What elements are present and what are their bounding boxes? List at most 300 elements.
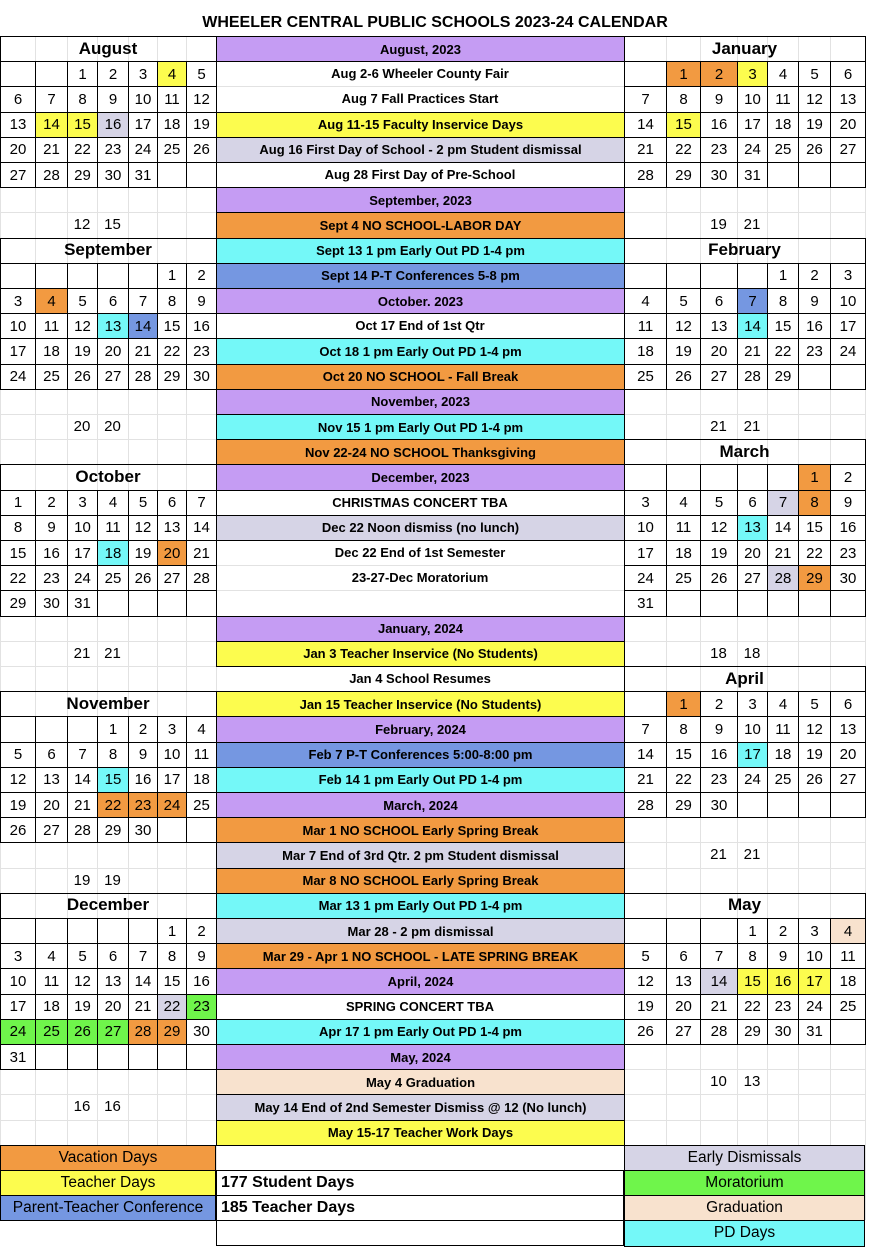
day-cell: 21 bbox=[700, 994, 738, 1020]
day-cell bbox=[737, 263, 768, 289]
day-cell bbox=[67, 1044, 98, 1070]
event-row: Aug 2-6 Wheeler County Fair bbox=[331, 66, 509, 82]
teacher-day-count: 18 bbox=[743, 644, 761, 662]
day-cell: 15 bbox=[767, 313, 799, 339]
day-cell bbox=[666, 590, 701, 616]
day-cell: 22 bbox=[0, 565, 36, 591]
day-cell: 13 bbox=[700, 313, 738, 339]
event-row: Feb 7 P-T Conferences 5:00-8:00 pm bbox=[216, 742, 625, 768]
day-cell: 17 bbox=[737, 742, 768, 768]
day-cell: 16 bbox=[798, 313, 831, 339]
day-cell: 18 bbox=[624, 338, 667, 364]
day-cell: 4 bbox=[830, 918, 866, 944]
month-header-may: May bbox=[727, 895, 762, 915]
student-day-count: 20 bbox=[73, 418, 91, 436]
day-cell: 13 bbox=[157, 515, 187, 541]
day-cell bbox=[97, 1044, 129, 1070]
month-header-august: August bbox=[78, 38, 138, 58]
day-cell bbox=[737, 590, 768, 616]
day-cell: 6 bbox=[830, 691, 866, 717]
day-cell: 6 bbox=[700, 288, 738, 314]
day-cell bbox=[798, 364, 831, 390]
day-cell bbox=[798, 162, 831, 188]
day-cell: 19 bbox=[700, 540, 738, 566]
day-cell: 21 bbox=[35, 137, 68, 163]
day-cell: 23 bbox=[700, 137, 738, 163]
student-day-count: 21 bbox=[710, 418, 727, 436]
day-cell bbox=[830, 162, 866, 188]
event-row: Aug 16 First Day of School - 2 pm Student dismissal bbox=[216, 137, 625, 163]
day-cell: 12 bbox=[67, 313, 98, 339]
day-cell: 24 bbox=[737, 767, 768, 793]
day-cell: 31 bbox=[0, 1044, 36, 1070]
day-cell bbox=[157, 1044, 187, 1070]
day-cell: 3 bbox=[157, 716, 187, 742]
day-cell: 7 bbox=[737, 288, 768, 314]
day-cell bbox=[830, 590, 866, 616]
day-cell: 1 bbox=[666, 691, 701, 717]
day-cell: 1 bbox=[157, 263, 187, 289]
student-day-count: 21 bbox=[73, 644, 91, 662]
day-cell: 27 bbox=[830, 767, 866, 793]
day-cell: 24 bbox=[624, 565, 667, 591]
day-cell bbox=[624, 691, 667, 717]
event-row: SPRING CONCERT TBA bbox=[345, 998, 495, 1014]
day-cell: 6 bbox=[157, 490, 187, 516]
day-cell: 14 bbox=[35, 112, 68, 138]
day-cell: 24 bbox=[0, 364, 36, 390]
day-cell: 15 bbox=[666, 112, 701, 138]
event-row: Sept 4 NO SCHOOL-LABOR DAY bbox=[216, 212, 625, 238]
day-cell: 21 bbox=[67, 792, 98, 818]
day-cell: 9 bbox=[700, 86, 738, 112]
day-cell: 25 bbox=[186, 792, 217, 818]
day-cell: 17 bbox=[157, 767, 187, 793]
day-cell: 28 bbox=[767, 565, 799, 591]
day-cell: 16 bbox=[830, 515, 866, 541]
day-cell bbox=[97, 918, 129, 944]
teacher-day-count: 21 bbox=[743, 418, 761, 436]
day-cell: 20 bbox=[157, 540, 187, 566]
day-cell: 22 bbox=[97, 792, 129, 818]
day-cell: 11 bbox=[157, 86, 187, 112]
day-cell bbox=[830, 792, 866, 818]
day-cell: 14 bbox=[767, 515, 799, 541]
event-row: Aug 11-15 Faculty Inservice Days bbox=[216, 112, 625, 138]
day-cell: 31 bbox=[798, 1019, 831, 1045]
day-cell: 31 bbox=[67, 590, 98, 616]
day-cell bbox=[0, 263, 36, 289]
day-cell: 29 bbox=[0, 590, 36, 616]
day-cell: 3 bbox=[830, 263, 866, 289]
day-cell: 12 bbox=[128, 515, 158, 541]
day-cell: 7 bbox=[186, 490, 217, 516]
day-cell: 30 bbox=[700, 792, 738, 818]
day-cell bbox=[97, 590, 129, 616]
day-cell bbox=[624, 464, 667, 490]
day-cell bbox=[737, 464, 768, 490]
day-cell: 16 bbox=[186, 968, 217, 994]
day-cell: 16 bbox=[700, 112, 738, 138]
day-cell: 5 bbox=[798, 61, 831, 87]
day-cell bbox=[0, 61, 36, 87]
day-cell bbox=[186, 817, 217, 843]
day-cell: 26 bbox=[700, 565, 738, 591]
student-day-count: 21 bbox=[710, 846, 727, 864]
blank-cell bbox=[216, 1220, 624, 1245]
event-row: May 4 Graduation bbox=[216, 1069, 625, 1095]
day-cell: 8 bbox=[666, 716, 701, 742]
event-month-header: January, 2024 bbox=[216, 616, 625, 642]
day-cell: 18 bbox=[830, 968, 866, 994]
day-cell: 17 bbox=[0, 994, 36, 1020]
event-row: Mar 13 1 pm Early Out PD 1-4 pm bbox=[216, 893, 625, 919]
day-cell bbox=[666, 918, 701, 944]
day-cell: 20 bbox=[737, 540, 768, 566]
teacher-day-count: 21 bbox=[104, 644, 121, 662]
event-row: Nov 15 1 pm Early Out PD 1-4 pm bbox=[216, 414, 625, 440]
day-cell: 3 bbox=[67, 490, 98, 516]
day-cell: 28 bbox=[128, 364, 158, 390]
day-cell: 13 bbox=[666, 968, 701, 994]
day-cell: 14 bbox=[186, 515, 217, 541]
day-cell: 15 bbox=[798, 515, 831, 541]
day-cell: 16 bbox=[128, 767, 158, 793]
legend-graduation: Graduation bbox=[624, 1195, 865, 1221]
day-cell: 17 bbox=[798, 968, 831, 994]
day-cell: 3 bbox=[624, 490, 667, 516]
day-cell: 2 bbox=[830, 464, 866, 490]
event-row: Mar 7 End of 3rd Qtr. 2 pm Student dismissal bbox=[216, 842, 625, 868]
day-cell: 6 bbox=[35, 742, 68, 768]
day-cell: 12 bbox=[798, 716, 831, 742]
day-cell: 15 bbox=[67, 112, 98, 138]
student-day-count: 12 bbox=[73, 216, 91, 234]
day-cell: 12 bbox=[624, 968, 667, 994]
day-cell bbox=[67, 918, 98, 944]
day-cell: 10 bbox=[798, 943, 831, 969]
day-cell: 22 bbox=[666, 767, 701, 793]
day-cell: 25 bbox=[767, 767, 799, 793]
day-cell bbox=[830, 1019, 866, 1045]
day-cell: 13 bbox=[35, 767, 68, 793]
day-cell: 23 bbox=[186, 994, 217, 1020]
day-cell: 8 bbox=[157, 943, 187, 969]
event-row: Aug 28 First Day of Pre-School bbox=[324, 167, 516, 183]
day-cell: 12 bbox=[666, 313, 701, 339]
day-cell: 27 bbox=[700, 364, 738, 390]
event-row: Oct 18 1 pm Early Out PD 1-4 pm bbox=[216, 338, 625, 364]
day-cell: 24 bbox=[737, 137, 768, 163]
day-cell: 11 bbox=[35, 313, 68, 339]
day-cell bbox=[67, 716, 98, 742]
day-cell: 5 bbox=[700, 490, 738, 516]
event-month-header: February, 2024 bbox=[216, 716, 625, 742]
day-cell: 15 bbox=[737, 968, 768, 994]
day-cell: 14 bbox=[737, 313, 768, 339]
teacher-day-count: 16 bbox=[104, 1098, 121, 1116]
day-cell: 21 bbox=[624, 137, 667, 163]
month-header-march: March bbox=[719, 441, 770, 461]
day-cell: 5 bbox=[67, 288, 98, 314]
day-cell: 26 bbox=[128, 565, 158, 591]
day-cell: 10 bbox=[0, 968, 36, 994]
day-cell: 19 bbox=[798, 742, 831, 768]
day-cell bbox=[157, 162, 187, 188]
legend-conference: Parent-Teacher Conference bbox=[0, 1195, 216, 1221]
day-cell: 27 bbox=[830, 137, 866, 163]
day-cell: 25 bbox=[157, 137, 187, 163]
day-cell: 24 bbox=[0, 1019, 36, 1045]
day-cell bbox=[767, 792, 799, 818]
day-cell: 27 bbox=[666, 1019, 701, 1045]
day-cell: 26 bbox=[666, 364, 701, 390]
day-cell: 23 bbox=[767, 994, 799, 1020]
day-cell: 15 bbox=[0, 540, 36, 566]
student-day-count: 10 bbox=[710, 1073, 727, 1091]
day-cell: 10 bbox=[737, 86, 768, 112]
day-cell: 13 bbox=[97, 968, 129, 994]
day-cell: 4 bbox=[666, 490, 701, 516]
day-cell: 11 bbox=[624, 313, 667, 339]
event-row: 23-27-Dec Moratorium bbox=[351, 570, 489, 586]
day-cell: 16 bbox=[700, 742, 738, 768]
day-cell bbox=[700, 464, 738, 490]
day-cell: 29 bbox=[767, 364, 799, 390]
day-cell: 5 bbox=[186, 61, 217, 87]
day-cell: 18 bbox=[35, 994, 68, 1020]
day-cell: 28 bbox=[67, 817, 98, 843]
day-cell: 30 bbox=[186, 364, 217, 390]
day-cell: 31 bbox=[737, 162, 768, 188]
event-month-header: April, 2024 bbox=[216, 968, 625, 994]
month-header-february: February bbox=[708, 240, 781, 260]
day-cell: 30 bbox=[767, 1019, 799, 1045]
day-cell: 15 bbox=[157, 968, 187, 994]
day-cell bbox=[35, 1044, 68, 1070]
page-title: WHEELER CENTRAL PUBLIC SCHOOLS 2023-24 CALENDAR bbox=[202, 14, 668, 31]
day-cell: 21 bbox=[128, 994, 158, 1020]
day-cell: 22 bbox=[767, 338, 799, 364]
day-cell: 28 bbox=[128, 1019, 158, 1045]
day-cell: 19 bbox=[666, 338, 701, 364]
day-cell bbox=[767, 590, 799, 616]
event-row: Mar 8 NO SCHOOL Early Spring Break bbox=[216, 868, 625, 894]
day-cell: 27 bbox=[35, 817, 68, 843]
day-cell: 8 bbox=[157, 288, 187, 314]
day-cell: 4 bbox=[35, 943, 68, 969]
day-cell bbox=[767, 162, 799, 188]
day-cell: 7 bbox=[35, 86, 68, 112]
day-cell: 20 bbox=[666, 994, 701, 1020]
event-row: Feb 14 1 pm Early Out PD 1-4 pm bbox=[216, 767, 625, 793]
day-cell: 5 bbox=[798, 691, 831, 717]
day-cell: 24 bbox=[798, 994, 831, 1020]
day-cell: 14 bbox=[67, 767, 98, 793]
day-cell: 23 bbox=[128, 792, 158, 818]
day-cell: 9 bbox=[700, 716, 738, 742]
day-cell: 23 bbox=[97, 137, 129, 163]
day-cell: 27 bbox=[0, 162, 36, 188]
day-cell: 18 bbox=[767, 112, 799, 138]
day-cell bbox=[798, 792, 831, 818]
day-cell: 11 bbox=[97, 515, 129, 541]
day-cell: 18 bbox=[157, 112, 187, 138]
day-cell: 1 bbox=[666, 61, 701, 87]
day-cell: 14 bbox=[128, 313, 158, 339]
day-cell: 10 bbox=[67, 515, 98, 541]
event-month-header: November, 2023 bbox=[216, 389, 625, 415]
day-cell: 15 bbox=[666, 742, 701, 768]
day-cell: 1 bbox=[767, 263, 799, 289]
legend-early: Early Dismissals bbox=[624, 1145, 865, 1171]
day-cell: 16 bbox=[767, 968, 799, 994]
day-cell: 9 bbox=[767, 943, 799, 969]
day-cell: 25 bbox=[767, 137, 799, 163]
day-cell bbox=[128, 1044, 158, 1070]
day-cell: 17 bbox=[830, 313, 866, 339]
day-cell: 18 bbox=[767, 742, 799, 768]
day-cell: 14 bbox=[624, 112, 667, 138]
day-cell: 11 bbox=[767, 716, 799, 742]
day-cell: 8 bbox=[67, 86, 98, 112]
day-cell: 28 bbox=[624, 162, 667, 188]
day-cell: 30 bbox=[186, 1019, 217, 1045]
day-cell: 3 bbox=[0, 288, 36, 314]
day-cell bbox=[767, 464, 799, 490]
day-cell: 6 bbox=[830, 61, 866, 87]
day-cell: 31 bbox=[128, 162, 158, 188]
day-cell: 28 bbox=[700, 1019, 738, 1045]
day-cell bbox=[157, 590, 187, 616]
day-cell: 28 bbox=[186, 565, 217, 591]
day-cell: 9 bbox=[186, 288, 217, 314]
day-cell: 23 bbox=[798, 338, 831, 364]
day-cell: 27 bbox=[737, 565, 768, 591]
month-header-december: December bbox=[66, 895, 150, 915]
day-cell: 30 bbox=[700, 162, 738, 188]
day-cell: 7 bbox=[67, 742, 98, 768]
day-cell: 29 bbox=[97, 817, 129, 843]
day-cell: 13 bbox=[97, 313, 129, 339]
event-row: Oct 20 NO SCHOOL - Fall Break bbox=[216, 364, 625, 390]
month-header-october: October bbox=[75, 466, 141, 486]
day-cell: 26 bbox=[67, 364, 98, 390]
day-cell: 10 bbox=[128, 86, 158, 112]
day-cell: 9 bbox=[97, 86, 129, 112]
event-row: Jan 15 Teacher Inservice (No Students) bbox=[216, 691, 625, 717]
day-cell: 5 bbox=[128, 490, 158, 516]
day-cell: 25 bbox=[666, 565, 701, 591]
day-cell bbox=[700, 263, 738, 289]
legend-teacher: Teacher Days bbox=[0, 1170, 216, 1196]
event-row: CHRISTMAS CONCERT TBA bbox=[332, 494, 508, 510]
day-cell bbox=[624, 61, 667, 87]
day-cell bbox=[35, 918, 68, 944]
day-cell: 2 bbox=[186, 918, 217, 944]
day-cell: 12 bbox=[67, 968, 98, 994]
day-cell: 9 bbox=[830, 490, 866, 516]
day-cell: 26 bbox=[798, 137, 831, 163]
day-cell: 20 bbox=[0, 137, 36, 163]
day-cell: 4 bbox=[186, 716, 217, 742]
day-cell: 17 bbox=[0, 338, 36, 364]
event-row: May 14 End of 2nd Semester Dismiss @ 12 (No lunch) bbox=[216, 1094, 625, 1120]
event-row: Aug 7 Fall Practices Start bbox=[341, 91, 499, 107]
day-cell: 5 bbox=[67, 943, 98, 969]
day-cell: 25 bbox=[97, 565, 129, 591]
day-cell: 2 bbox=[700, 61, 738, 87]
day-cell: 25 bbox=[624, 364, 667, 390]
day-cell: 20 bbox=[97, 994, 129, 1020]
month-header-november: November bbox=[66, 693, 150, 713]
day-cell: 18 bbox=[666, 540, 701, 566]
day-cell: 24 bbox=[157, 792, 187, 818]
day-cell: 15 bbox=[97, 767, 129, 793]
day-cell: 27 bbox=[97, 1019, 129, 1045]
day-cell: 13 bbox=[0, 112, 36, 138]
day-cell: 2 bbox=[700, 691, 738, 717]
day-cell: 2 bbox=[128, 716, 158, 742]
day-cell: 10 bbox=[624, 515, 667, 541]
day-cell: 16 bbox=[35, 540, 68, 566]
day-cell: 20 bbox=[35, 792, 68, 818]
day-cell: 2 bbox=[35, 490, 68, 516]
day-cell bbox=[35, 716, 68, 742]
day-cell: 27 bbox=[97, 364, 129, 390]
day-cell: 8 bbox=[97, 742, 129, 768]
day-cell: 20 bbox=[700, 338, 738, 364]
day-cell: 10 bbox=[0, 313, 36, 339]
day-cell bbox=[186, 1044, 217, 1070]
day-cell bbox=[700, 590, 738, 616]
day-cell: 19 bbox=[798, 112, 831, 138]
day-cell: 30 bbox=[35, 590, 68, 616]
event-row: May 15-17 Teacher Work Days bbox=[216, 1120, 625, 1146]
day-cell: 30 bbox=[97, 162, 129, 188]
day-cell bbox=[624, 263, 667, 289]
day-cell: 3 bbox=[737, 691, 768, 717]
event-month-header: May, 2024 bbox=[216, 1044, 625, 1070]
day-cell: 7 bbox=[624, 716, 667, 742]
day-cell: 9 bbox=[35, 515, 68, 541]
day-cell: 4 bbox=[767, 691, 799, 717]
day-cell: 27 bbox=[157, 565, 187, 591]
day-cell: 26 bbox=[67, 1019, 98, 1045]
day-cell: 2 bbox=[798, 263, 831, 289]
day-cell: 17 bbox=[737, 112, 768, 138]
day-cell: 6 bbox=[97, 943, 129, 969]
legend-vacation: Vacation Days bbox=[0, 1145, 216, 1171]
day-cell: 19 bbox=[67, 994, 98, 1020]
day-cell: 29 bbox=[67, 162, 98, 188]
day-cell bbox=[0, 716, 36, 742]
event-month-header: March, 2024 bbox=[216, 792, 625, 818]
day-cell: 19 bbox=[0, 792, 36, 818]
event-month-header: December, 2023 bbox=[216, 464, 625, 490]
day-cell: 7 bbox=[624, 86, 667, 112]
day-cell: 25 bbox=[830, 994, 866, 1020]
day-cell: 3 bbox=[0, 943, 36, 969]
day-cell: 8 bbox=[0, 515, 36, 541]
event-row: Apr 17 1 pm Early Out PD 1-4 pm bbox=[216, 1019, 625, 1045]
day-cell bbox=[666, 464, 701, 490]
teacher-day-count: 13 bbox=[743, 1073, 761, 1091]
day-cell: 31 bbox=[624, 590, 667, 616]
day-cell: 29 bbox=[666, 792, 701, 818]
day-cell bbox=[128, 263, 158, 289]
day-cell: 1 bbox=[798, 464, 831, 490]
